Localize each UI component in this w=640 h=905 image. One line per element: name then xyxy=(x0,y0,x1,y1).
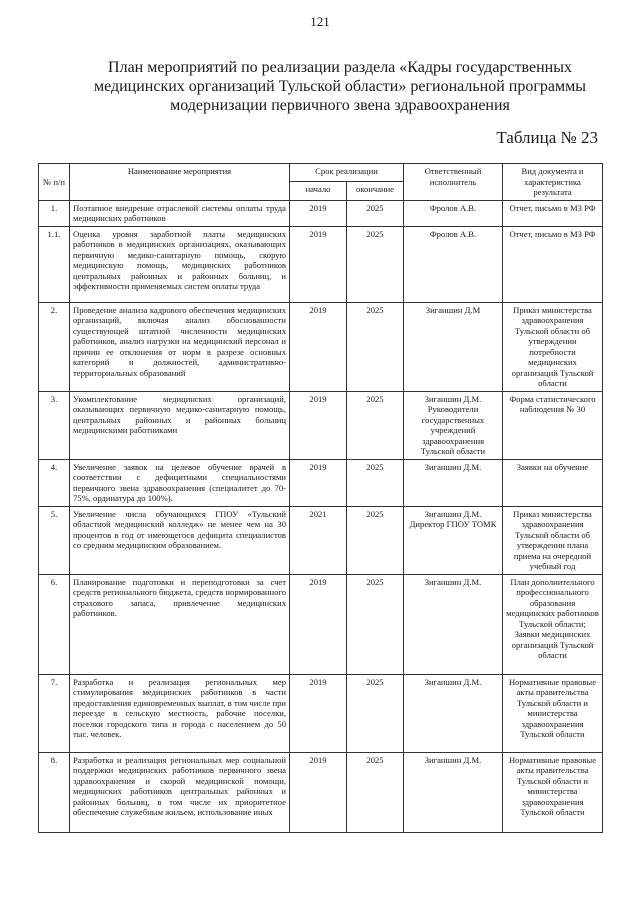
row-document: Приказ министерства здравоохранения Тульской области об утверждении потребности медицинских организаций Тульской области xyxy=(503,302,603,391)
table-row xyxy=(39,302,603,391)
header-name: Наименование мероприятия xyxy=(70,164,290,201)
header-num: № п/п xyxy=(39,164,70,201)
row-document: Приказ министерства здравоохранения Тульской области об утверждении плана приема на очередной учебный год xyxy=(503,506,603,574)
header-period: Срок реализации xyxy=(290,164,404,182)
row-end: 2025 xyxy=(347,459,404,506)
table-header-row xyxy=(39,164,603,182)
table-row xyxy=(39,200,603,226)
row-end: 2025 xyxy=(347,674,404,752)
row-responsible: Зиганшин Д.М. xyxy=(404,574,503,674)
page-number: 121 xyxy=(310,14,330,29)
table-row xyxy=(39,574,603,674)
row-end: 2025 xyxy=(347,391,404,459)
row-end: 2025 xyxy=(347,574,404,674)
row-start: 2019 xyxy=(290,574,347,674)
row-name: Оценка уровня заработной платы медицинских работников в медицинских организациях, оказывающих первичную медико-санитарную помощь, скорую медицинскую помощь, медицинских работников центральных районных и районных больниц, и эффективности применяемых систем оплаты труда xyxy=(70,226,290,302)
row-start: 2019 xyxy=(290,674,347,752)
row-responsible: Зиганшин Д.М. Руководители государственных учреждений здравоохранения Тульской области xyxy=(404,391,503,459)
row-end: 2025 xyxy=(347,302,404,391)
row-responsible: Зиганшин Д.М. xyxy=(404,459,503,506)
row-num: 5. xyxy=(39,506,70,574)
row-name: Проведение анализа кадрового обеспечения медицинских организаций, включая анализ обоснованности существующей штатной численности медицинских работников, анализ нагрузки на медицинский персонал и причин ее отклонения от норм в разрезе основных категорий и должностей, административно-территориальных образований xyxy=(70,302,290,391)
row-num: 6. xyxy=(39,574,70,674)
row-name: Разработка и реализация региональных мер стимулирования медицинских работников в части предоставления единовременных выплат, в том числе при переезде в сельскую местность, рабочие поселки, поселки городского типа и города с населением до 50 тыс. человек. xyxy=(70,674,290,752)
row-name: Поэтапное внедрение отраслевой системы оплаты труда медицинских работников xyxy=(70,200,290,226)
row-end: 2025 xyxy=(347,752,404,832)
row-responsible: Фролов А.В. xyxy=(404,226,503,302)
row-num: 3. xyxy=(39,391,70,459)
row-document: Нормативные правовые акты правительства Тульской области и министерства здравоохранения Тульской области xyxy=(503,674,603,752)
row-num: 8. xyxy=(39,752,70,832)
row-num: 4. xyxy=(39,459,70,506)
row-document: Отчет, письмо в МЗ РФ xyxy=(503,226,603,302)
row-start: 2019 xyxy=(290,391,347,459)
header-start: начало xyxy=(290,182,347,200)
row-responsible: Фролов А.В. xyxy=(404,200,503,226)
row-end: 2025 xyxy=(347,226,404,302)
row-start: 2021 xyxy=(290,506,347,574)
row-name: Увеличение числа обучающихся ГПОУ «Тульский областной медицинский колледж» не менее чем на 30 процентов в год от имеющегося дефицита специалистов со средним медицинским образованием. xyxy=(70,506,290,574)
row-num: 1. xyxy=(39,200,70,226)
row-start: 2019 xyxy=(290,226,347,302)
row-document: Отчет, письмо в МЗ РФ xyxy=(503,200,603,226)
table-row xyxy=(39,391,603,459)
row-name: Укомплектование медицинских организаций, оказывающих первичную медико-санитарную помощь, центральных районных и районных больниц медицинскими работниками xyxy=(70,391,290,459)
row-responsible: Зиганшин Д.М xyxy=(404,302,503,391)
row-name: Разработка и реализация региональных мер социальной поддержки медицинских работников первичного звена здравоохранения и скорой медицинской помощи, медицинских работников центральных районных и районных больниц, в том числе их приоритетное обеспечение служебным жильем, использование иных xyxy=(70,752,290,832)
table-row xyxy=(39,459,603,506)
row-start: 2019 xyxy=(290,459,347,506)
row-name: Увеличение заявок на целевое обучение врачей в соответствии с дефицитными специальностями первичного звена здравоохранения (специалитет до 70-75%, ординатура до 100%). xyxy=(70,459,290,506)
row-start: 2019 xyxy=(290,302,347,391)
title-line: План мероприятий по реализации раздела «Кадры государственных xyxy=(108,59,572,76)
row-num: 7. xyxy=(39,674,70,752)
row-start: 2019 xyxy=(290,200,347,226)
title-line: медицинских организаций Тульской области» региональной программы xyxy=(93,78,587,95)
row-document: Форма статистического наблюдения № 30 xyxy=(503,391,603,459)
table-row xyxy=(39,674,603,752)
row-responsible: Зиганшин Д.М. xyxy=(404,752,503,832)
header-document: Вид документа и характеристика результата xyxy=(503,164,603,201)
row-start: 2019 xyxy=(290,752,347,832)
header-end: окончание xyxy=(347,182,404,200)
row-document: План дополнительного профессионального образования медицинских работников Тульской области; Заявки медицинских организаций Тульской области xyxy=(503,574,603,674)
header-responsible: Ответственный исполнитель xyxy=(404,164,503,201)
row-num: 1.1. xyxy=(39,226,70,302)
row-end: 2025 xyxy=(347,200,404,226)
row-end: 2025 xyxy=(347,506,404,574)
row-name: Планирование подготовки и переподготовки за счет средств регионального бюджета, средств нормированного страхового запаса, привлечение медицинских работников. xyxy=(70,574,290,674)
table-row xyxy=(39,752,603,832)
table-row xyxy=(39,226,603,302)
row-document: Заявки на обучение xyxy=(503,459,603,506)
table-row xyxy=(39,506,603,574)
row-responsible: Зиганшин Д.М. Директор ГПОУ ТОМК xyxy=(404,506,503,574)
row-responsible: Зиганшин Д.М. xyxy=(404,674,503,752)
title-line: модернизации первичного звена здравоохранения xyxy=(170,97,510,114)
plan-table xyxy=(38,163,603,833)
row-num: 2. xyxy=(39,302,70,391)
table-label: Таблица № 23 xyxy=(496,128,598,147)
document-title xyxy=(40,58,640,115)
row-document: Нормативные правовые акты правительства Тульской области и министерства здравоохранения Тульской области xyxy=(503,752,603,832)
